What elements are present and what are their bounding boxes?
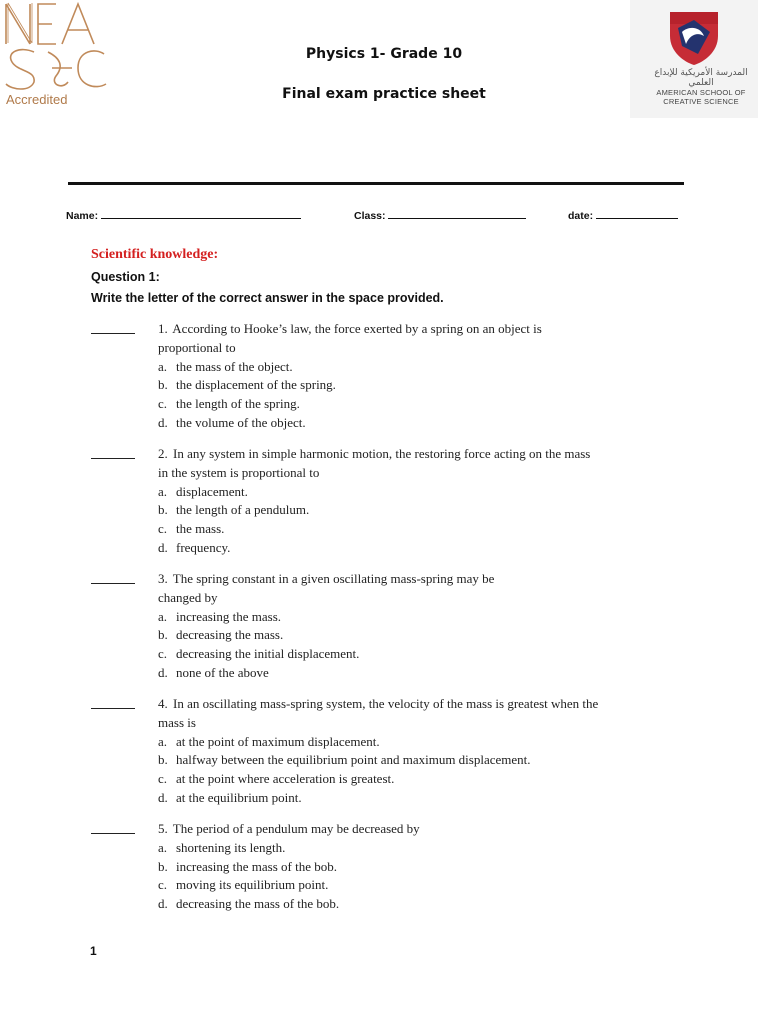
question-stem (158, 320, 698, 358)
option-c: c. moving its equilibrium point. (158, 877, 329, 893)
question-item (91, 820, 691, 912)
question-text-line1: In any system in simple harmonic motion, the restoring force acting on the mass (173, 446, 591, 461)
answer-options (158, 358, 698, 433)
question-number: 1. (158, 321, 168, 336)
answer-options (158, 608, 698, 683)
name-line[interactable] (101, 208, 301, 219)
question-item (91, 570, 691, 680)
question-label: Question 1: (91, 270, 160, 284)
page-number: 1 (90, 944, 97, 958)
question-stem (158, 820, 698, 839)
question-text-line1: The spring constant in a given oscillating mass-spring may be (172, 571, 495, 586)
name-field[interactable] (66, 208, 301, 222)
class-label: Class: (354, 210, 386, 222)
option-b: b. decreasing the mass. (158, 627, 284, 643)
answer-blank[interactable] (91, 695, 135, 709)
option-a: a. increasing the mass. (158, 608, 282, 624)
option-b: b. halfway between the equilibrium point and maximum displacement. (158, 752, 531, 768)
option-c: c. at the point where acceleration is greatest. (158, 771, 395, 787)
question-text-line2: proportional to (158, 339, 236, 355)
question-item (91, 445, 691, 555)
option-d: d. none of the above (158, 664, 269, 680)
question-number: 5. (158, 821, 168, 836)
answer-blank[interactable] (91, 570, 135, 584)
question-text-line2: in the system is proportional to (158, 464, 320, 480)
answer-blank[interactable] (91, 320, 135, 334)
answer-blank[interactable] (91, 445, 135, 459)
option-d: d. decreasing the mass of the bob. (158, 896, 340, 912)
question-number: 3. (158, 571, 168, 586)
option-a: a. displacement. (158, 483, 248, 499)
answer-options (158, 483, 698, 558)
option-c: c. the mass. (158, 521, 225, 537)
school-english-name: AMERICAN SCHOOL OF CREATIVE SCIENCE (656, 88, 746, 106)
question-text-line1: In an oscillating mass-spring system, the velocity of the mass is greatest when the (173, 696, 599, 711)
page-subtitle: Final exam practice sheet (282, 86, 486, 102)
date-line[interactable] (596, 208, 678, 219)
option-b: b. the displacement of the spring. (158, 377, 336, 393)
option-b: b. increasing the mass of the bob. (158, 858, 338, 874)
question-stem (158, 570, 698, 608)
answer-blank[interactable] (91, 820, 135, 834)
question-instruction: Write the letter of the correct answer in the space provided. (91, 291, 444, 305)
option-d: d. at the equilibrium point. (158, 789, 302, 805)
date-field[interactable] (568, 208, 678, 222)
option-b: b. the length of a pendulum. (158, 502, 310, 518)
class-line[interactable] (388, 208, 526, 219)
question-item (91, 320, 691, 430)
section-heading: Scientific knowledge: (91, 247, 219, 262)
option-a: a. shortening its length. (158, 839, 286, 855)
school-arabic-name: المدرسة الأمريكية للإبداع العلمي (654, 68, 748, 88)
option-c: c. decreasing the initial displacement. (158, 646, 360, 662)
option-c: c. the length of the spring. (158, 396, 300, 412)
option-a: a. the mass of the object. (158, 358, 293, 374)
answer-options (158, 839, 698, 914)
option-a: a. at the point of maximum displacement. (158, 733, 380, 749)
question-item (91, 695, 691, 805)
question-number: 2. (158, 446, 168, 461)
page-title: Physics 1- Grade 10 (305, 46, 463, 62)
date-label: date: (568, 210, 594, 222)
question-stem (158, 695, 698, 733)
accredited-label: Accredited (6, 92, 68, 107)
question-text-line1: According to Hooke’s law, the force exerted by a spring on an object is (172, 321, 542, 336)
question-number: 4. (158, 696, 168, 711)
question-text-line1: The period of a pendulum may be decreased by (172, 821, 420, 836)
question-stem (158, 445, 698, 483)
class-field[interactable] (354, 208, 526, 222)
option-d: d. frequency. (158, 539, 231, 555)
answer-options (158, 733, 698, 808)
header-divider (68, 182, 684, 185)
name-label: Name: (66, 210, 99, 222)
option-d: d. the volume of the object. (158, 414, 306, 430)
question-text-line2: changed by (158, 589, 218, 605)
question-text-line2: mass is (158, 714, 196, 730)
